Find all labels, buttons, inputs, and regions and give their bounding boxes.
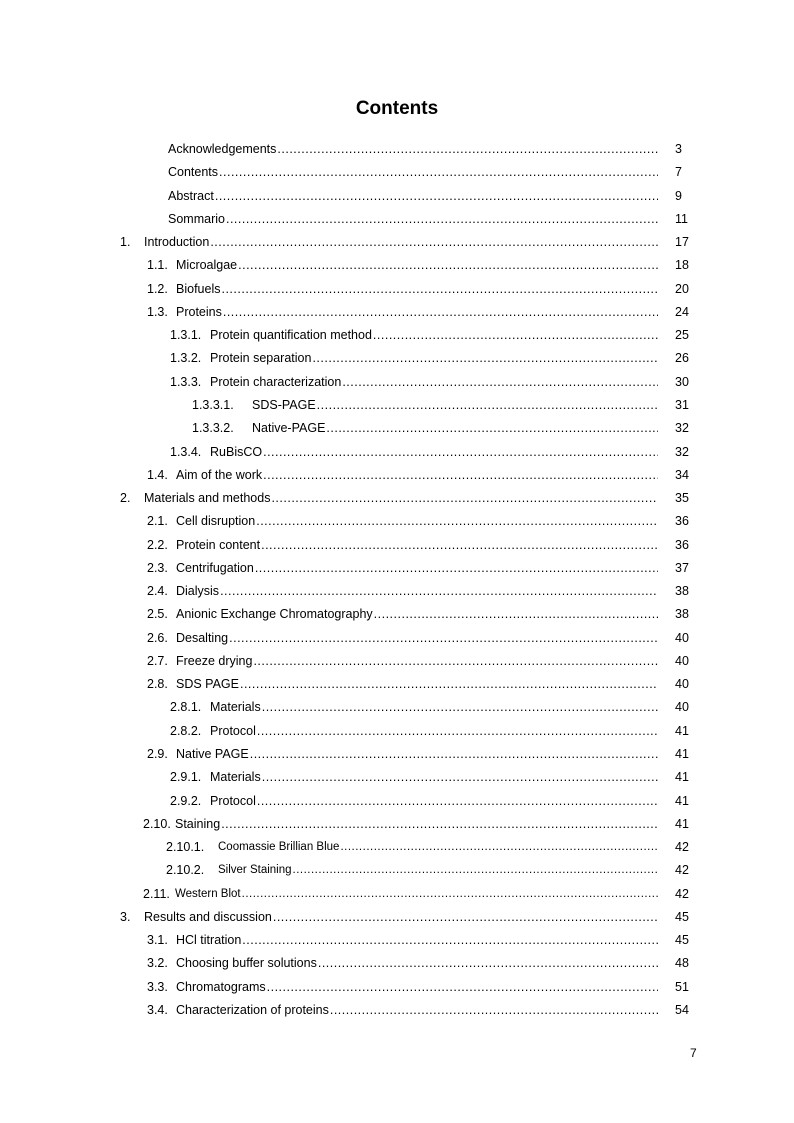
toc-entry-number: 3. xyxy=(120,910,131,924)
toc-entry-label: Western Blot xyxy=(175,888,241,900)
dot-leader xyxy=(250,744,658,764)
toc-entry-label: Characterization of proteins xyxy=(176,1003,329,1017)
dot-leader xyxy=(229,628,658,648)
dot-leader xyxy=(242,884,658,904)
dot-leader xyxy=(318,953,658,973)
toc-entry-leader xyxy=(210,721,658,741)
toc-entry-page: 3 xyxy=(675,142,682,156)
toc-entry-page: 38 xyxy=(675,607,689,621)
toc-entry[interactable] xyxy=(0,302,794,322)
toc-entry-label: Introduction xyxy=(144,235,210,249)
toc-entry-leader xyxy=(176,255,658,275)
toc-entry-label: Contents xyxy=(168,165,219,179)
dot-leader xyxy=(253,651,658,671)
toc-entry-leader xyxy=(175,814,658,834)
toc-entry-label: Protocol xyxy=(210,724,256,738)
toc-entry[interactable] xyxy=(0,651,794,671)
toc-entry-label: Native-PAGE xyxy=(252,421,326,435)
toc-entry-leader xyxy=(176,977,658,997)
toc-entry-leader xyxy=(210,697,658,717)
dot-leader xyxy=(263,442,658,462)
toc-entry-page: 20 xyxy=(675,282,689,296)
toc-entry[interactable] xyxy=(0,255,794,275)
toc-entry-leader xyxy=(176,1000,658,1020)
toc-entry-label: Freeze drying xyxy=(176,654,253,668)
toc-entry-page: 34 xyxy=(675,468,689,482)
toc-entry-leader xyxy=(176,953,658,973)
page-title: Contents xyxy=(355,98,439,119)
toc-entry-number: 1.3. xyxy=(147,305,168,319)
toc-entry-page: 40 xyxy=(675,677,689,691)
toc-entry-number: 2.10.2. xyxy=(166,863,205,877)
toc-entry-label: SDS-PAGE xyxy=(252,398,316,412)
toc-entry-label: Biofuels xyxy=(176,282,221,296)
toc-entry-leader xyxy=(168,209,658,229)
toc-entry-page: 37 xyxy=(675,561,689,575)
toc-entry[interactable] xyxy=(0,279,794,299)
toc-entry-page: 48 xyxy=(675,956,689,970)
toc-entry-page: 41 xyxy=(675,794,689,808)
toc-entry-page: 54 xyxy=(675,1003,689,1017)
toc-entry[interactable] xyxy=(0,697,794,717)
toc-entry-leader xyxy=(144,488,658,508)
toc-entry-label: Proteins xyxy=(176,305,222,319)
toc-entry-label: Cell disruption xyxy=(176,514,256,528)
dot-leader xyxy=(263,465,658,485)
dot-leader xyxy=(261,535,658,555)
toc-entry-number: 2.9. xyxy=(147,747,168,761)
toc-entry-label: Results and discussion xyxy=(144,910,272,924)
toc-entry-number: 3.1. xyxy=(147,933,168,947)
toc-entry-leader xyxy=(176,465,658,485)
toc-entry-label: Microalgae xyxy=(176,258,238,272)
dot-leader xyxy=(267,977,658,997)
toc-entry-leader xyxy=(176,279,658,299)
toc-entry[interactable] xyxy=(0,488,794,508)
toc-entry-leader xyxy=(176,744,658,764)
toc-entry-page: 42 xyxy=(675,840,689,854)
toc-entry-label: Desalting xyxy=(176,631,229,645)
toc-entry-number: 1. xyxy=(120,235,131,249)
dot-leader xyxy=(342,372,658,392)
toc-entry-number: 2.9.1. xyxy=(170,770,202,784)
toc-entry-page: 30 xyxy=(675,375,689,389)
toc-entry-number: 1.3.4. xyxy=(170,445,202,459)
dot-leader xyxy=(293,860,658,880)
toc-entry-number: 1.4. xyxy=(147,468,168,482)
dot-leader xyxy=(262,767,658,787)
toc-entry[interactable] xyxy=(0,209,794,229)
toc-entry[interactable] xyxy=(0,465,794,485)
toc-entry-number: 1.3.3.2. xyxy=(192,421,234,435)
toc-entry[interactable] xyxy=(0,139,794,159)
toc-entry[interactable] xyxy=(0,535,794,555)
toc-entry-number: 2.8.2. xyxy=(170,724,202,738)
toc-entry[interactable] xyxy=(0,186,794,206)
dot-leader xyxy=(277,139,658,159)
dot-leader xyxy=(221,814,658,834)
toc-entry-label: Dialysis xyxy=(176,584,220,598)
toc-entry[interactable] xyxy=(0,837,794,857)
toc-entry[interactable] xyxy=(0,604,794,624)
toc-entry-page: 32 xyxy=(675,421,689,435)
toc-entry-page: 42 xyxy=(675,863,689,877)
toc-entry[interactable] xyxy=(0,511,794,531)
toc-entry-leader xyxy=(252,395,658,415)
toc-entry[interactable] xyxy=(0,162,794,182)
toc-entry-number: 2.7. xyxy=(147,654,168,668)
dot-leader xyxy=(326,418,658,438)
toc-entry[interactable] xyxy=(0,767,794,787)
toc-entry-number: 1.3.1. xyxy=(170,328,202,342)
toc-entry-number: 1.3.3. xyxy=(170,375,202,389)
dot-leader xyxy=(330,1000,658,1020)
toc-entry-number: 1.3.3.1. xyxy=(192,398,234,412)
toc-entry-number: 2.8.1. xyxy=(170,700,202,714)
toc-entry[interactable] xyxy=(0,325,794,345)
dot-leader xyxy=(219,162,658,182)
toc-entry[interactable] xyxy=(0,930,794,950)
toc-entry[interactable] xyxy=(0,232,794,252)
toc-entry-number: 2.4. xyxy=(147,584,168,598)
dot-leader xyxy=(340,837,658,857)
toc-entry-page: 17 xyxy=(675,235,689,249)
toc-entry-label: Silver Staining xyxy=(218,864,292,876)
toc-entry[interactable] xyxy=(0,628,794,648)
toc-entry[interactable] xyxy=(0,884,794,904)
toc-entry[interactable] xyxy=(0,348,794,368)
toc-entry-number: 2.1. xyxy=(147,514,168,528)
toc-entry-label: Acknowledgements xyxy=(168,142,277,156)
toc-entry-label: Protein characterization xyxy=(210,375,342,389)
toc-entry-number: 2.10. xyxy=(143,817,171,831)
toc-entry-number: 2.5. xyxy=(147,607,168,621)
dot-leader xyxy=(257,721,658,741)
toc-entry-label: Abstract xyxy=(168,189,214,203)
toc-entry[interactable] xyxy=(0,581,794,601)
toc-entry-leader xyxy=(210,767,658,787)
toc-entry-number: 3.3. xyxy=(147,980,168,994)
toc-entry-page: 24 xyxy=(675,305,689,319)
toc-entry-leader xyxy=(210,325,658,345)
toc-entry-leader xyxy=(176,535,658,555)
toc-entry-leader xyxy=(176,674,658,694)
dot-leader xyxy=(373,325,658,345)
toc-entry-label: Materials xyxy=(210,770,261,784)
toc-entry-page: 41 xyxy=(675,817,689,831)
toc-entry-leader xyxy=(175,884,658,904)
toc-entry-page: 7 xyxy=(675,165,682,179)
toc-entry[interactable] xyxy=(0,1000,794,1020)
toc-entry-number: 1.1. xyxy=(147,258,168,272)
toc-entry-number: 2.6. xyxy=(147,631,168,645)
dot-leader xyxy=(240,674,658,694)
toc-entry-leader xyxy=(168,162,658,182)
toc-entry-page: 11 xyxy=(675,212,688,226)
toc-entry-number: 2.8. xyxy=(147,677,168,691)
toc-entry-label: RuBisCO xyxy=(210,445,263,459)
toc-entry-label: Aim of the work xyxy=(176,468,263,482)
toc-entry[interactable] xyxy=(0,442,794,462)
toc-entry-number: 1.3.2. xyxy=(170,351,202,365)
toc-entry-page: 41 xyxy=(675,724,689,738)
toc-entry-number: 2. xyxy=(120,491,131,505)
toc-entry-page: 31 xyxy=(675,398,689,412)
dot-leader xyxy=(256,511,658,531)
toc-entry-label: HCl titration xyxy=(176,933,242,947)
toc-entry[interactable] xyxy=(0,791,794,811)
toc-entry-leader xyxy=(176,558,658,578)
toc-entry[interactable] xyxy=(0,674,794,694)
toc-entry-leader xyxy=(176,604,658,624)
toc-entry-leader xyxy=(210,442,658,462)
toc-entry-leader xyxy=(168,139,658,159)
toc-entry-label: Sommario xyxy=(168,212,225,226)
toc-entry-label: Protein quantification method xyxy=(210,328,372,342)
toc-entry[interactable] xyxy=(0,814,794,834)
toc-entry-label: Materials xyxy=(210,700,261,714)
dot-leader xyxy=(255,558,658,578)
toc-entry-number: 1.2. xyxy=(147,282,168,296)
toc-entry[interactable] xyxy=(0,395,794,415)
toc-entry-leader xyxy=(176,651,658,671)
toc-entry-leader xyxy=(176,302,658,322)
toc-entry-label: Centrifugation xyxy=(176,561,254,575)
toc-entry-page: 41 xyxy=(675,747,689,761)
toc-entry-page: 26 xyxy=(675,351,689,365)
toc-entry-leader xyxy=(218,837,658,857)
toc-entry[interactable] xyxy=(0,558,794,578)
dot-leader xyxy=(312,348,658,368)
dot-leader xyxy=(226,209,658,229)
toc-entry-label: Protein content xyxy=(176,538,261,552)
toc-entry-label: Choosing buffer solutions xyxy=(176,956,317,970)
toc-entry-leader xyxy=(168,186,658,206)
toc-entry-page: 9 xyxy=(675,189,682,203)
toc-entry-number: 2.11. xyxy=(143,887,170,901)
toc-entry-page: 36 xyxy=(675,514,689,528)
toc-entry[interactable] xyxy=(0,721,794,741)
toc-entry-page: 25 xyxy=(675,328,689,342)
dot-leader xyxy=(215,186,658,206)
toc-entry-label: Native PAGE xyxy=(176,747,249,761)
toc-entry-leader xyxy=(252,418,658,438)
dot-leader xyxy=(374,604,658,624)
toc-entry[interactable] xyxy=(0,860,794,880)
toc-entry-label: Protein separation xyxy=(210,351,312,365)
dot-leader xyxy=(257,791,658,811)
toc-entry-page: 51 xyxy=(675,980,689,994)
toc-entry-label: SDS PAGE xyxy=(176,677,239,691)
toc-entry-number: 3.4. xyxy=(147,1003,168,1017)
toc-entry[interactable] xyxy=(0,418,794,438)
toc-entry-page: 40 xyxy=(675,700,689,714)
toc-entry-leader xyxy=(218,860,658,880)
dot-leader xyxy=(317,395,658,415)
toc-entry-number: 2.2. xyxy=(147,538,168,552)
toc-entry-page: 35 xyxy=(675,491,689,505)
toc-entry-number: 2.3. xyxy=(147,561,168,575)
dot-leader xyxy=(262,697,658,717)
toc-entry-leader xyxy=(210,791,658,811)
toc-entry-number: 2.9.2. xyxy=(170,794,202,808)
toc-entry-page: 32 xyxy=(675,445,689,459)
toc-entry-label: Staining xyxy=(175,817,221,831)
toc-entry-label: Anionic Exchange Chromatography xyxy=(176,607,373,621)
toc-entry-label: Protocol xyxy=(210,794,256,808)
toc-entry-page: 42 xyxy=(675,887,689,901)
toc-entry-page: 18 xyxy=(675,258,689,272)
toc-entry-page: 36 xyxy=(675,538,689,552)
toc-entry-page: 40 xyxy=(675,631,689,645)
toc-entry-label: Coomassie Brillian Blue xyxy=(218,841,340,853)
toc-entry-page: 45 xyxy=(675,933,689,947)
dot-leader xyxy=(223,302,658,322)
dot-leader xyxy=(242,930,658,950)
toc-entry-leader xyxy=(176,581,658,601)
page-number: 7 xyxy=(690,1046,697,1060)
toc-entry-label: Materials and methods xyxy=(144,491,271,505)
dot-leader xyxy=(221,279,658,299)
toc-entry-number: 2.10.1. xyxy=(166,840,205,854)
toc-entry-leader xyxy=(144,907,658,927)
dot-leader xyxy=(220,581,658,601)
toc-entry-leader xyxy=(176,930,658,950)
dot-leader xyxy=(273,907,658,927)
dot-leader xyxy=(238,255,658,275)
toc-entry[interactable] xyxy=(0,977,794,997)
toc-entry-page: 40 xyxy=(675,654,689,668)
dot-leader xyxy=(210,232,658,252)
toc-entry-page: 38 xyxy=(675,584,689,598)
toc-entry[interactable] xyxy=(0,953,794,973)
toc-entry[interactable] xyxy=(0,372,794,392)
toc-entry-number: 3.2. xyxy=(147,956,168,970)
toc-entry-leader xyxy=(176,628,658,648)
toc-entry-leader xyxy=(144,232,658,252)
toc-entry-leader xyxy=(210,372,658,392)
toc-entry[interactable] xyxy=(0,744,794,764)
toc-entry-label: Chromatograms xyxy=(176,980,266,994)
toc-entry-page: 41 xyxy=(675,770,689,784)
toc-entry[interactable] xyxy=(0,907,794,927)
toc-entry-leader xyxy=(210,348,658,368)
toc-entry-page: 45 xyxy=(675,910,689,924)
toc-entry-leader xyxy=(176,511,658,531)
dot-leader xyxy=(271,488,658,508)
